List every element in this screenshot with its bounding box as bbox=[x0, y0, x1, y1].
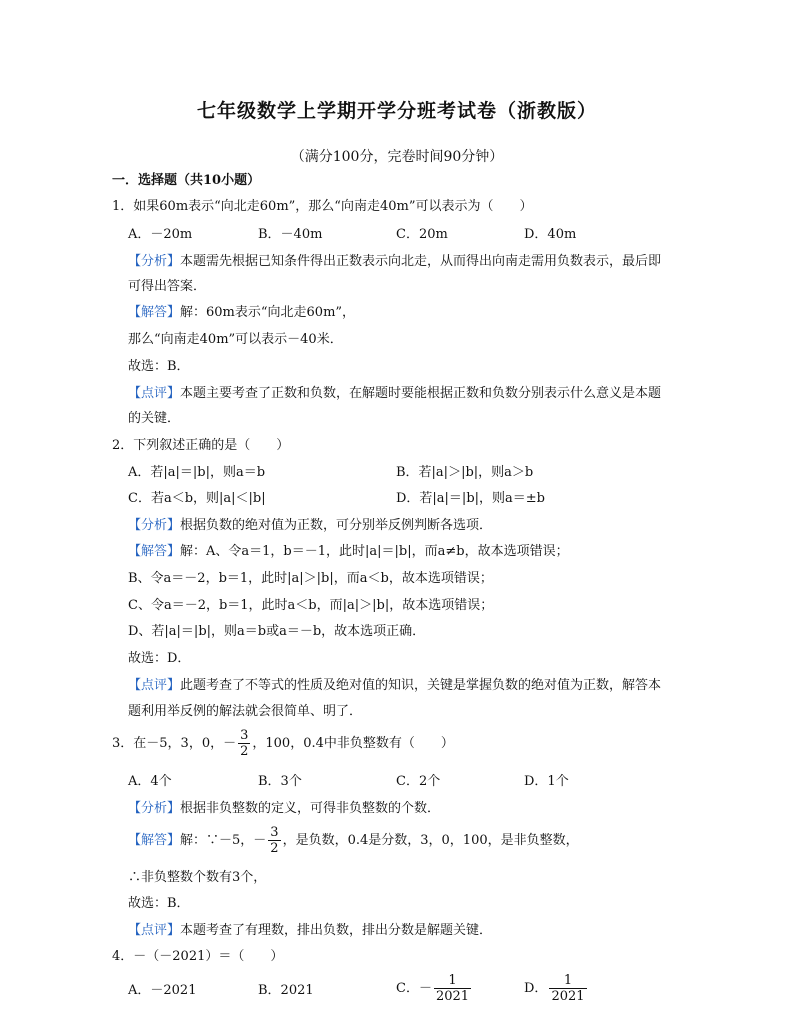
q2-option-a: A．若|a|＝|b|，则a＝b bbox=[128, 465, 266, 480]
q2-option-b: B．若|a|＞|b|，则a＞b bbox=[396, 465, 534, 480]
q1-option-a: A．－20m bbox=[128, 227, 193, 242]
q1-comment bbox=[128, 385, 661, 403]
q3-stem-start: 3．在－5，3，0，－ bbox=[112, 736, 237, 751]
q3-answer bbox=[128, 824, 579, 858]
q1-option-c: C．20m bbox=[396, 227, 448, 242]
q3-option-d: D．1个 bbox=[524, 774, 569, 789]
q1-option-b: B．－40m bbox=[258, 227, 323, 242]
q2-stem: 2．下列叙述正确的是（ ） bbox=[112, 438, 290, 453]
q3-comment-text: 本题考查了有理数，排出负数，排出分数是解题关键． bbox=[180, 923, 493, 938]
q3-answer-line2: ∴非负整数个数有3个， bbox=[128, 870, 267, 885]
analysis-tag: 【分析】 bbox=[128, 518, 181, 533]
analysis-tag: 【分析】 bbox=[128, 801, 181, 816]
q3-stem-end: ，100，0.4中非负整数有（ ） bbox=[252, 736, 454, 751]
q1-answer-text: 解：60m表示“向北走60m”， bbox=[180, 305, 356, 320]
q4-option-b: B．2021 bbox=[258, 983, 314, 998]
q3-option-b: B．3个 bbox=[258, 774, 302, 789]
answer-tag: 【解答】 bbox=[128, 833, 181, 848]
q3-analysis bbox=[128, 800, 440, 818]
comment-tag: 【点评】 bbox=[128, 923, 181, 938]
q1-stem: 1．如果60m表示“向北走60m”，那么“向南走40m”可以表示为（ ） bbox=[112, 199, 533, 214]
analysis-tag: 【分析】 bbox=[128, 254, 181, 269]
q2-comment-text: 此题考查了不等式的性质及绝对值的知识，关键是掌握负数的绝对值为正数，解答本 bbox=[180, 678, 662, 693]
q4-option-c-label: C．－ bbox=[396, 981, 432, 996]
page-subtitle: （满分100分，完卷时间90分钟） bbox=[290, 149, 504, 165]
q3-answer-start: 解：∵－5，－ bbox=[180, 833, 267, 848]
q2-answer-line4: D、若|a|＝|b|，则a＝b或a＝－b，故本选项正确． bbox=[128, 624, 426, 639]
q3-comment bbox=[128, 922, 492, 940]
q1-option-d: D．40m bbox=[524, 227, 577, 242]
q4-option-d bbox=[524, 972, 589, 1006]
q4-stem: 4．－（－2021）＝（ ） bbox=[112, 949, 284, 964]
q3-analysis-text: 根据非负整数的定义，可得非负整数的个数． bbox=[180, 801, 441, 816]
fraction-denominator: 2021 bbox=[435, 989, 470, 1004]
q3-choice: 故选：B． bbox=[128, 896, 190, 911]
q1-choice: 故选：B． bbox=[128, 359, 190, 374]
q2-option-d: D．若|a|＝|b|，则a＝±b bbox=[396, 491, 545, 506]
q3-option-a: A．4个 bbox=[128, 774, 172, 789]
answer-tag: 【解答】 bbox=[128, 305, 181, 320]
q4-option-d-fraction bbox=[549, 973, 586, 1004]
q3-stem bbox=[112, 727, 454, 761]
q2-answer-line3: C、令a＝－2，b＝1，此时a＜b，而|a|＞|b|，故本选项错误； bbox=[128, 598, 494, 613]
q2-analysis-text: 根据负数的绝对值为正数，可分别举反例判断各选项． bbox=[180, 518, 493, 533]
section-heading: 一．选择题（共10小题） bbox=[112, 173, 261, 188]
q4-option-c-fraction bbox=[434, 973, 471, 1004]
q2-comment-cont: 题利用举反例的解法就会很简单、明了． bbox=[128, 704, 363, 719]
comment-tag: 【点评】 bbox=[128, 678, 181, 693]
q1-comment-text: 本题主要考查了正数和负数，在解题时要能根据正数和负数分别表示什么意义是本题 bbox=[180, 386, 662, 401]
q2-comment bbox=[128, 677, 661, 695]
answer-tag: 【解答】 bbox=[128, 544, 181, 559]
q3-fraction bbox=[238, 728, 250, 759]
q1-analysis-cont: 可得出答案． bbox=[128, 279, 207, 294]
q1-answer-line2: 那么“向南走40m”可以表示－40米． bbox=[128, 332, 343, 347]
fraction-numerator: 1 bbox=[434, 973, 471, 989]
fraction-denominator: 2021 bbox=[551, 989, 585, 1004]
q1-comment-cont: 的关键． bbox=[128, 411, 181, 426]
q2-answer bbox=[128, 543, 569, 561]
fraction-denominator: 2 bbox=[270, 841, 279, 856]
fraction-numerator: 1 bbox=[549, 973, 586, 989]
fraction-denominator: 2 bbox=[240, 744, 249, 759]
q3-answer-end: ，是负数，0.4是分数，3，0，100，是非负整数， bbox=[282, 833, 579, 848]
q1-analysis bbox=[128, 253, 661, 271]
q4-option-a: A．－2021 bbox=[128, 983, 197, 998]
q3-option-c: C．2个 bbox=[396, 774, 441, 789]
fraction-numerator: 3 bbox=[270, 825, 279, 840]
q4-option-d-label: D． bbox=[524, 981, 548, 996]
page-title: 七年级数学上学期开学分班考试卷（浙教版） bbox=[196, 100, 597, 122]
q2-option-c: C．若a＜b，则|a|＜|b| bbox=[128, 491, 266, 506]
q2-answer-line2: B、令a＝－2，b＝1，此时|a|＞|b|，而a＜b，故本选项错误； bbox=[128, 571, 493, 586]
q3-answer-fraction bbox=[268, 825, 280, 856]
fraction-numerator: 3 bbox=[240, 728, 249, 743]
q2-answer-text: 解：A、令a＝1，b＝－1，此时|a|＝|b|，而a≠b，故本选项错误； bbox=[180, 544, 569, 559]
q2-analysis bbox=[128, 517, 492, 535]
q2-choice: 故选：D． bbox=[128, 651, 191, 666]
q4-option-c bbox=[396, 972, 473, 1006]
q1-answer bbox=[128, 304, 355, 322]
q1-analysis-text: 本题需先根据已知条件得出正数表示向北走，从而得出向南走需用负数表示，最后即 bbox=[180, 254, 662, 269]
comment-tag: 【点评】 bbox=[128, 386, 181, 401]
